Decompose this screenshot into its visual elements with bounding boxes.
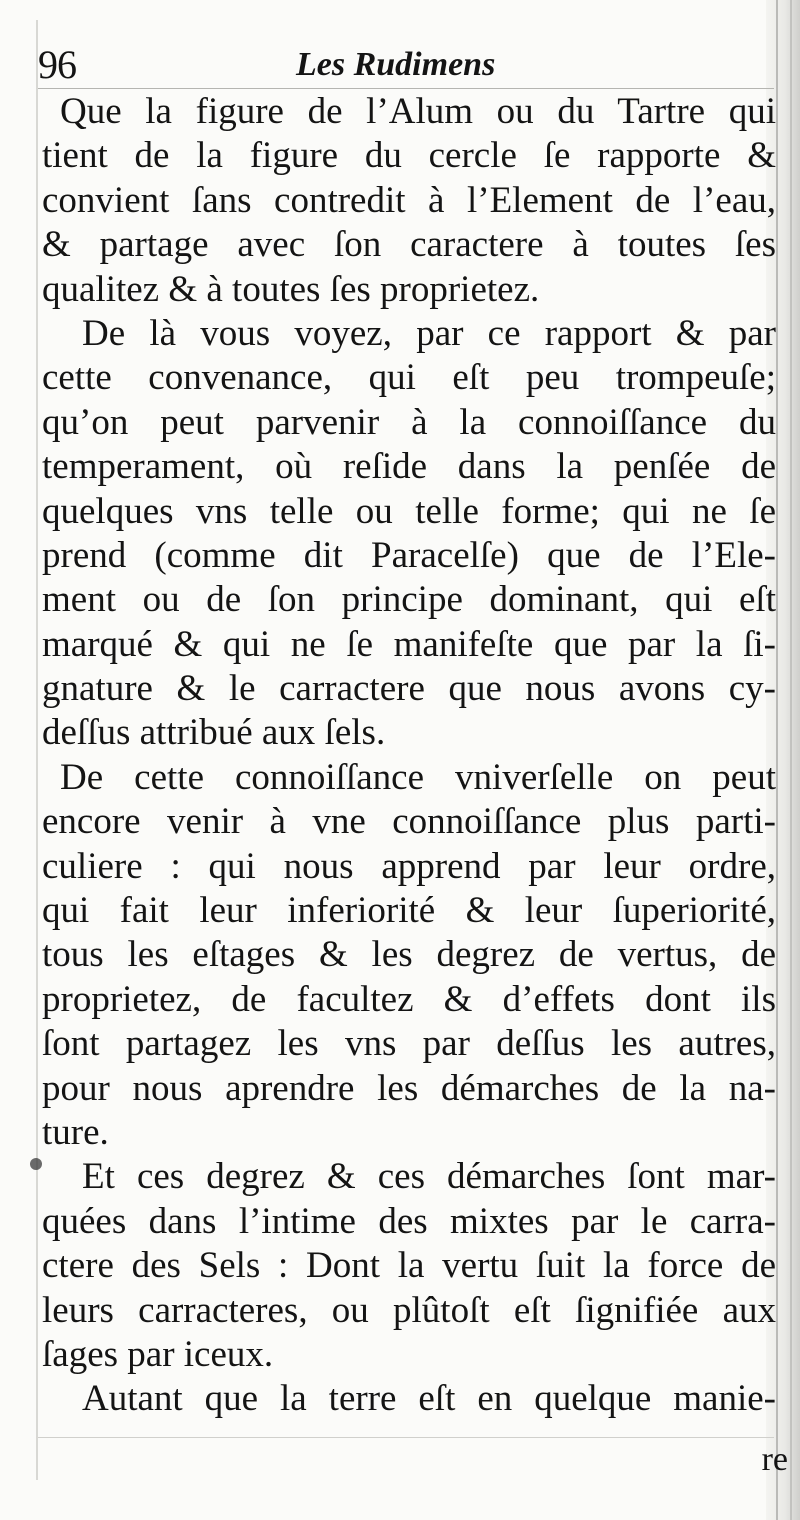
text-line: Autant que la terre eſt en quelque manie- [82,1378,776,1420]
text-line: quelques vns telle ou telle forme; qui ne ſe [42,490,776,532]
body-text [42,90,776,1422]
text-line: ment ou de ſon principe dominant, qui eſt [42,579,776,621]
text-line: qu’on peut parvenir à la connoiſſance du [42,401,776,443]
page-header [38,40,768,90]
text-line: Et ces degrez & ces démarches ſont mar- [82,1156,776,1198]
text-line: proprietez, de facultez & d’effets dont ils [42,978,776,1020]
text-line: ctere des Sels : Dont la vertu ſuit la force de [42,1245,776,1287]
text-line: pour nous aprendre les démarches de la na- [42,1067,776,1109]
text-line: convient ſans contredit à l’Element de l’eau, [42,179,776,221]
text-line: gnature & le carractere que nous avons cy- [42,668,776,710]
text-line: De là vous voyez, par ce rapport & par [82,312,776,354]
text-line: qualitez & à toutes ſes proprietez. [42,268,540,310]
text-line: De cette connoiſſance vniverſelle on peut [60,756,776,798]
margin-rule [36,20,38,1480]
text-line: quées dans l’intime des mixtes par le carra- [42,1200,776,1242]
text-line: ſont partagez les vns par deſſus les autres, [42,1023,776,1065]
catchword: re [761,1441,788,1478]
text-line: culiere : qui nous apprend par leur ordre, [42,845,776,887]
text-line: marqué & qui ne ſe manifeſte que par la ſi- [42,623,776,665]
text-line: encore venir à vne connoiſſance plus parti- [42,801,776,843]
running-head: Les Rudimens [296,46,496,83]
text-line: temperament, où reſide dans la penſée de [42,446,776,488]
text-line: ſages par iceux. [42,1333,274,1375]
page-edge-line [790,0,792,1520]
page-number: 96 [38,42,76,87]
text-line: tous les eſtages & les degrez de vertus, de [42,934,776,976]
text-line: prend (comme dit Paracelſe) que de l’Ele- [42,534,776,576]
text-line: deſſus attribué aux ſels. [42,712,386,754]
text-line: leurs carracteres, ou plûtoſt eſt ſignifiée aux [42,1289,776,1331]
text-line: Que la figure de l’Alum ou du Tartre qui [60,91,776,132]
text-line: qui fait leur inferiorité & leur ſuperiorité, [42,890,776,932]
page-edge-line [776,0,778,1520]
bottom-rule [38,1437,774,1438]
text-line: cette convenance, qui eſt peu trompeuſe; [42,357,776,399]
ink-spot [30,1158,42,1170]
text-line: & partage avec ſon caractere à toutes ſes [42,224,776,266]
header-rule [38,88,774,89]
text-line: tient de la figure du cercle ſe rapporte & [42,135,776,177]
text-line: ture. [42,1111,109,1153]
